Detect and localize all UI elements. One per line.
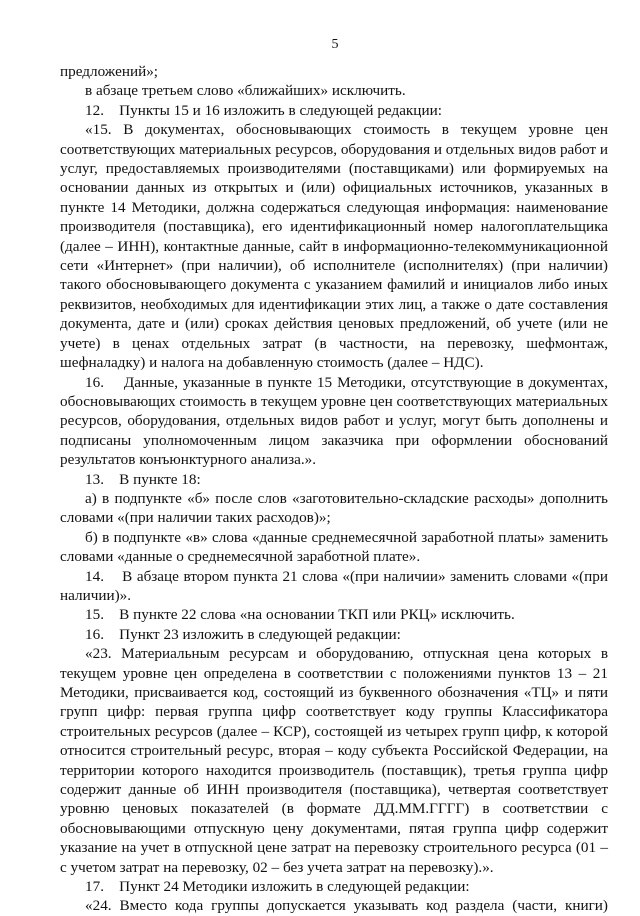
paragraph: 17. Пункт 24 Методики изложить в следующей редакции: xyxy=(85,878,470,896)
paragraph: предложений»; xyxy=(60,63,159,80)
page-number: 5 xyxy=(331,37,339,52)
paragraph: «15. В документах, обосновывающих стоимость в текущем уровне цен соответствующих материальных ресурсов, оборудования и отдельных видов работ и услуг, предоставляемых производителями (поставщиками) или формируемых на основании данных из открытых и (или) официальных источников, указанных в пункте 14 Методики, должна содержаться следующая информация: наименование производителя (поставщика), его идентификационный номер налогоплательщика (далее – ИНН), контактные данные, сайт в информационно-телекоммуникационной сети «Интернет» (при наличии), об исполнителе (исполнителях) (при наличии) такого обосновывающего документа с указанием фамилий и инициалов либо иных реквизитов, необходимых для идентификации этих лиц, а также о дате составления документа, дате и (или) сроках действия ценовых предложений, об учете (или не учете) в ценах отдельных затрат (в частности, на перевозку, шефмонтаж, шефналадку) и налога на добавленную стоимость (далее – НДС). xyxy=(60,121,608,372)
paragraph: б) в подпункте «в» слова «данные среднемесячной заработной платы» заменить словами «данные о среднемесячной заработной плате». xyxy=(60,528,608,566)
document-body xyxy=(60,62,608,916)
paragraph: 12. Пункты 15 и 16 изложить в следующей редакции: xyxy=(85,101,442,119)
paragraph: а) в подпункте «б» после слов «заготовительно-складские расходы» дополнить словами «(при наличии таких расходов)»; xyxy=(60,489,608,527)
paragraph: 15. В пункте 22 слова «на основании ТКП или РКЦ» исключить. xyxy=(85,606,515,624)
paragraph: в абзаце третьем слово «ближайших» исключить. xyxy=(85,82,406,100)
paragraph: 16. Данные, указанные в пункте 15 Методики, отсутствующие в документах, обосновывающих стоимость в текущем уровне цен соответствующих материальных ресурсов, оборудования, отдельных видов работ и услуг, могут быть дополнены и подписаны уполномоченным лицом заказчика при оформлении обоснований результатов конъюнктурного анализа.». xyxy=(60,373,608,469)
paragraph: 13. В пункте 18: xyxy=(85,470,201,488)
paragraph: «23. Материальным ресурсам и оборудованию, отпускная цена которых в текущем уровне цен определена в соответствии с положениями пунктов 13 – 21 Методики, присваивается код, состоящий из буквенного обозначения «ТЦ» и пяти групп цифр: первая группа цифр соответствует коду группы Классификатора строительных ресурсов (далее – КСР), состоящей из четырех групп цифр, к которой относится строительный ресурс, вторая – коду субъекта Российской Федерации, на территории которого находится производитель (поставщик), третья группа цифр содержит данные об ИНН производителя (поставщика), четвертая соответствует уровню ценовых показателей (в формате ДД.ММ.ГГГГ) в соответствии с обосновывающими отпускную цену документами, пятая группа цифр содержит указание на учет в отпускной цене затрат на перевозку строительного ресурса (01 – с учетом затрат на перевозку, 02 – без учета затрат на перевозку).». xyxy=(60,645,608,876)
paragraph: «24. Вместо кода группы допускается указывать код раздела (части, книги) xyxy=(85,897,608,915)
paragraph: 14. В абзаце втором пункта 21 слова «(при наличии» заменить словами «(при наличии)». xyxy=(60,567,608,604)
paragraph: 16. Пункт 23 изложить в следующей редакции: xyxy=(85,625,401,643)
